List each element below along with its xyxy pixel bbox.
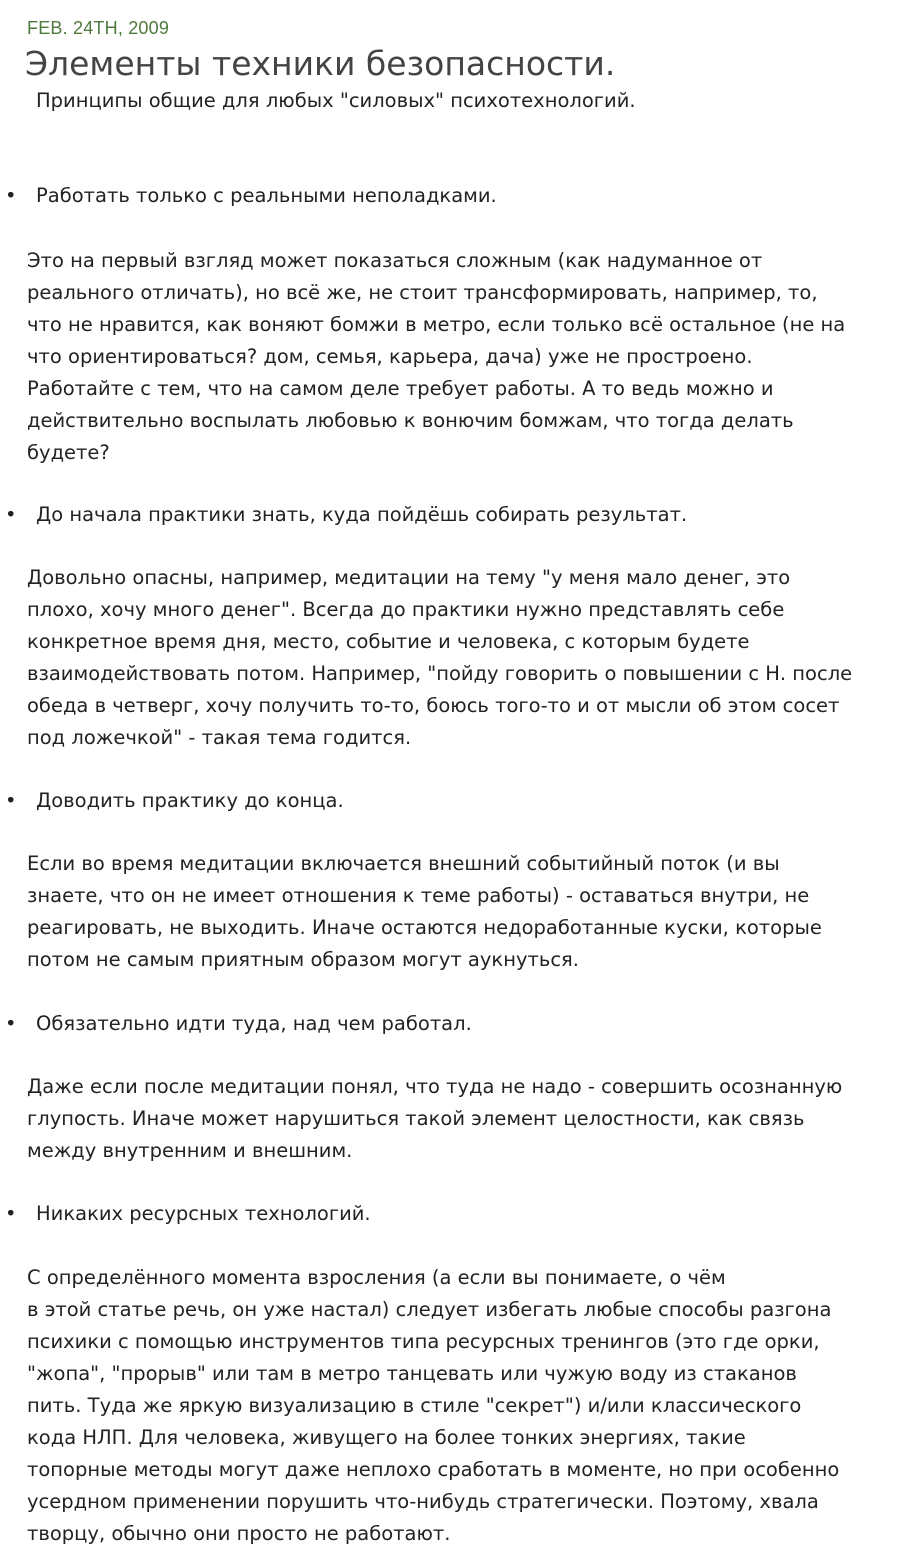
section-body: Если во время медитации включается внешний событийный поток (и вы знаете, что он не имеет отношения к теме работы) - оставаться внутри, не реагировать, не выходить. Иначе остаются недоработанные куски, которые потом не самым приятным образом могут аукнуться. bbox=[27, 852, 822, 971]
section-heading: Никаких ресурсных технологий. bbox=[36, 1202, 371, 1225]
list-item-heading bbox=[5, 502, 687, 528]
list-item-heading bbox=[5, 1011, 472, 1037]
post-subtitle: Принципы общие для любых "силовых" психотехнологий. bbox=[36, 89, 636, 112]
post-title: Элементы техники безопасности. bbox=[25, 44, 616, 83]
bullet-icon: • bbox=[5, 1012, 17, 1035]
list-item-heading bbox=[5, 183, 497, 209]
section-heading: Доводить практику до конца. bbox=[36, 789, 344, 812]
bullet-icon: • bbox=[5, 503, 17, 526]
section-body: Даже если после медитации понял, что туда не надо - совершить осознанную глупость. Иначе может нарушиться такой элемент целостности, как связь между внутренним и внешним. bbox=[27, 1075, 843, 1162]
section-heading: Работать только с реальными неполадками. bbox=[36, 184, 497, 207]
post-date: FEB. 24TH, 2009 bbox=[27, 18, 170, 38]
section-body: Это на первый взгляд может показаться сложным (как надуманное от реального отличать), но всё же, не стоит трансформировать, например, то, что не нравится, как воняют бомжи в метро, если только всё остальное (не на что ориентироваться? дом, семья, карьера, дача) уже не простроено. Работайте с тем, что на самом деле требует работы. А то ведь можно и действительно воспылать любовью к вонючим бомжам, что тогда делать будете? bbox=[27, 249, 846, 464]
section-body: С определённого момента взросления (а если вы понимаете, о чём в этой статье речь, он уже настал) следует избегать любые способы разгона психики с помощью инструментов типа ресурсных тренингов (это где орки, "жопа", "прорыв" или там в метро танцевать или чужую воду из стаканов пить. Туда же яркую визуализацию в стиле "секрет") и/или классического кода НЛП. Для человека, живущего на более тонких энергиях, такие топорные методы могут даже неплохо сработать в моменте, но при особенно усердном применении порушить что-нибудь стратегически. Поэтому, хвала творцу, обычно они просто не работают. bbox=[27, 1266, 840, 1545]
section-heading: До начала практики знать, куда пойдёшь собирать результат. bbox=[36, 503, 688, 526]
list-item-heading bbox=[5, 788, 344, 814]
list-item-heading bbox=[5, 1201, 371, 1227]
bullet-icon: • bbox=[5, 1202, 17, 1225]
bullet-icon: • bbox=[5, 789, 17, 812]
section-heading: Обязательно идти туда, над чем работал. bbox=[36, 1012, 472, 1035]
bullet-icon: • bbox=[5, 184, 17, 207]
section-body: Довольно опасны, например, медитации на тему "у меня мало денег, это плохо, хочу много денег". Всегда до практики нужно представлять себе конкретное время дня, место, событие и человека, с которым будете взаимодействовать потом. Например, "пойду говорить о повышении с Н. после обеда в четверг, хочу получить то-то, боюсь того-то и от мысли об этом сосет под ложечкой" - такая тема годится. bbox=[27, 566, 853, 749]
